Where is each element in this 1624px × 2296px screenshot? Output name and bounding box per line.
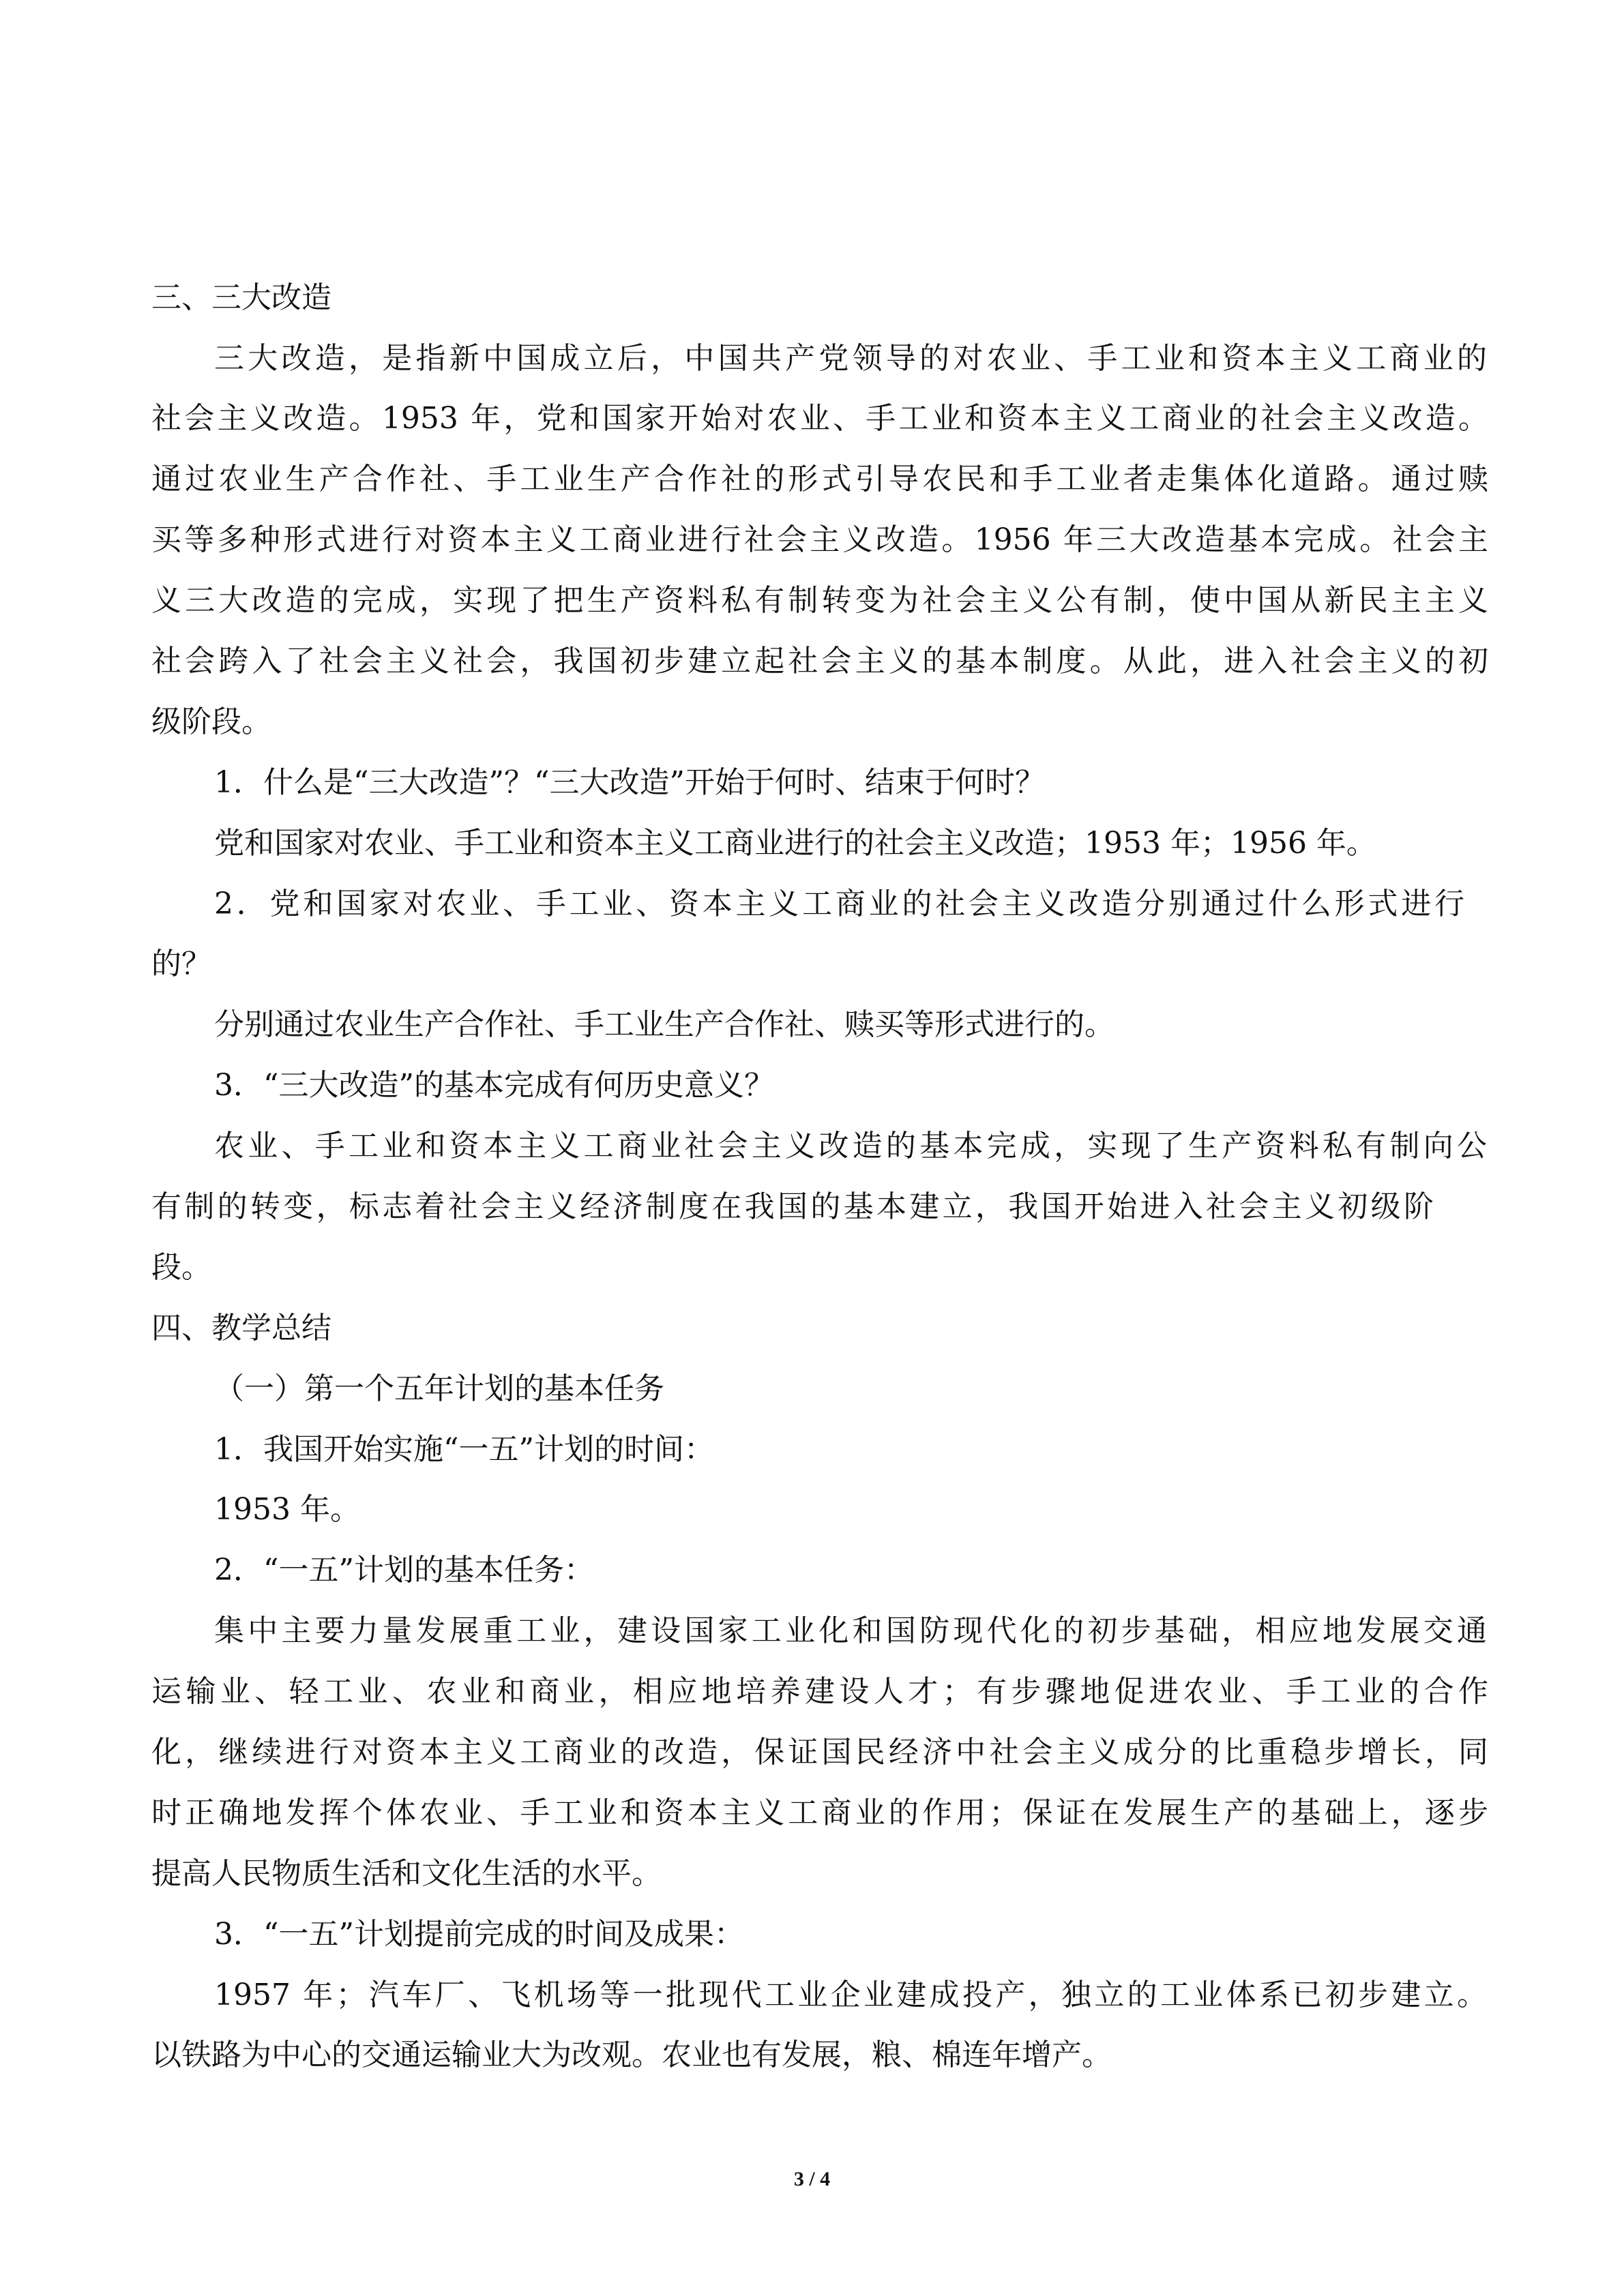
answer-2: 分别通过农业生产合作社、手工业生产合作社、赎买等形式进行的。 bbox=[214, 1007, 1114, 1042]
paragraph-line: 化，继续进行对资本主义工商业的改造，保证国民经济中社会主义成分的比重稳步增长，同 bbox=[151, 1735, 1488, 1770]
question-item: 1．我国开始实施“一五”计划的时间： bbox=[214, 1432, 714, 1467]
answer-line: 1957 年；汽车厂、飞机场等一批现代工业企业建成投产，独立的工业体系已初步建立。 bbox=[214, 1978, 1487, 2012]
question-1: 1．什么是“三大改造”？“三大改造”开始于何时、结束于何时？ bbox=[214, 765, 1045, 800]
answer-3-line: 农业、手工业和资本主义工商业社会主义改造的基本完成，实现了生产资料私有制向公 bbox=[214, 1129, 1487, 1163]
question-3: 3．“三大改造”的基本完成有何历史意义？ bbox=[214, 1068, 774, 1103]
subsection-heading: （一）第一个五年计划的基本任务 bbox=[214, 1371, 664, 1406]
answer-item: 1953 年。 bbox=[214, 1492, 360, 1527]
paragraph-line: 集中主要力量发展重工业，建设国家工业化和国防现代化的初步基础，相应地发展交通 bbox=[214, 1613, 1487, 1648]
paragraph-line: 社会主义改造。1953 年，党和国家开始对农业、手工业和资本主义工商业的社会主义改造。 bbox=[151, 401, 1488, 436]
question-item: 3．“一五”计划提前完成的时间及成果： bbox=[214, 1917, 744, 1952]
paragraph-line: 义三大改造的完成，实现了把生产资料私有制转变为社会主义公有制，使中国从新民主主义 bbox=[151, 583, 1488, 618]
page-number: 3 / 4 bbox=[793, 2168, 831, 2190]
paragraph-line: 买等多种形式进行对资本主义工商业进行社会主义改造。1956 年三大改造基本完成。社会主 bbox=[151, 522, 1488, 557]
question-item: 2．“一五”计划的基本任务： bbox=[214, 1553, 594, 1587]
answer-line: 以铁路为中心的交通运输业大为改观。农业也有发展，粮、棉连年增产。 bbox=[151, 2038, 1112, 2072]
question-2: 2．党和国家对农业、手工业、资本主义工商业的社会主义改造分别通过什么形式进行 bbox=[214, 886, 1464, 921]
paragraph-line: 社会跨入了社会主义社会，我国初步建立起社会主义的基本制度。从此，进入社会主义的初 bbox=[151, 644, 1488, 679]
section-heading: 三、三大改造 bbox=[151, 280, 331, 315]
paragraph-line: 三大改造，是指新中国成立后，中国共产党领导的对农业、手工业和资本主义工商业的 bbox=[214, 341, 1487, 376]
paragraph-line: 提高人民物质生活和文化生活的水平。 bbox=[151, 1856, 662, 1891]
paragraph-line: 级阶段。 bbox=[151, 704, 271, 739]
answer-3-line: 段。 bbox=[151, 1250, 211, 1285]
section-heading: 四、教学总结 bbox=[151, 1311, 331, 1345]
paragraph-line: 时正确地发挥个体农业、手工业和资本主义工商业的作用；保证在发展生产的基础上，逐步 bbox=[151, 1795, 1488, 1830]
question-2-cont: 的？ bbox=[151, 946, 211, 981]
answer-3-line: 有制的转变，标志着社会主义经济制度在我国的基本建立，我国开始进入社会主义初级阶 bbox=[151, 1189, 1434, 1224]
answer-1: 党和国家对农业、手工业和资本主义工商业进行的社会主义改造；1953 年；1956 年。 bbox=[214, 826, 1376, 861]
paragraph-line: 运输业、轻工业、农业和商业，相应地培养建设人才；有步骤地促进农业、手工业的合作 bbox=[151, 1674, 1488, 1709]
paragraph-line: 通过农业生产合作社、手工业生产合作社的形式引导农民和手工业者走集体化道路。通过赎 bbox=[151, 462, 1488, 496]
